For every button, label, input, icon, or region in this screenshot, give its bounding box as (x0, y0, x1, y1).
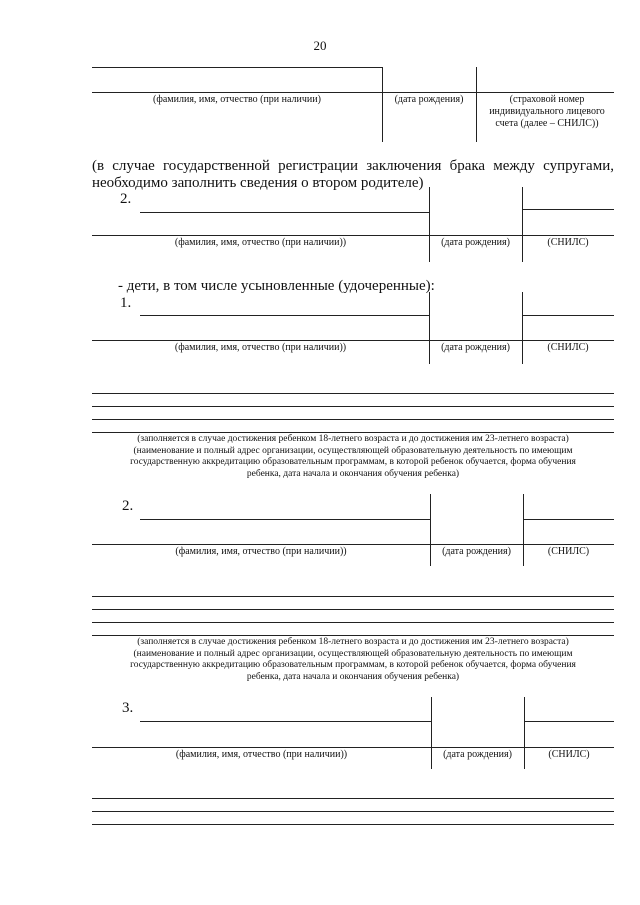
parent2-underline (92, 235, 614, 236)
child-2-name-line[interactable] (140, 519, 430, 520)
applicant-underline[interactable] (92, 92, 614, 93)
child-3-name-line[interactable] (140, 721, 431, 722)
parent2-divider-2 (522, 187, 523, 262)
child-1-snils-caption: (СНИЛС) (547, 342, 589, 353)
child-2-snils-caption: (СНИЛС) (547, 546, 590, 557)
child-1-school-line-2[interactable] (92, 406, 614, 407)
parent2-birth-caption: (дата рождения) (441, 237, 510, 248)
child-2-school-line-3[interactable] (92, 622, 614, 623)
applicant-name-top-line (92, 67, 382, 68)
child-2-school-note: (заполняется в случае достижения ребенком 18-летнего возраста и до достижения им 23-летнего возраста) (наименование и полный адрес организации, осуществляющей образовательную деятельность по имеющим государственную аккредитацию образовательным программам, в которой ребенок обучается, форма обучения ребенка, дата начала и окончания обучения ребенка) (130, 637, 576, 682)
child-1-name-caption: (фамилия, имя, отчество (при наличии)) (174, 342, 347, 353)
page-number: 20 (313, 38, 327, 53)
child-1-underline (92, 340, 614, 341)
marriage-note: (в случае государственной регистрации заключения брака между супругами, необходимо заполнить сведения о втором родителе) (92, 158, 614, 191)
child-2-school-line-2[interactable] (92, 609, 614, 610)
child-1-school-line-4[interactable] (92, 432, 614, 433)
child-2-name-caption: (фамилия, имя, отчество (при наличии)) (175, 546, 347, 557)
child-2-underline (92, 544, 614, 545)
applicant-birth-caption: (дата рождения) (394, 94, 464, 105)
child-2-number: 2. (122, 498, 134, 514)
child-3-school-line-3[interactable] (92, 824, 614, 825)
child-1-school-line-3[interactable] (92, 419, 614, 420)
child-3-school-line-2[interactable] (92, 811, 614, 812)
child-3-snils-caption: (СНИЛС) (548, 749, 590, 760)
parent2-name-line[interactable] (140, 212, 429, 213)
applicant-name-caption: (фамилия, имя, отчество (при наличии) (153, 94, 321, 105)
child-3-snils-line[interactable] (524, 721, 614, 722)
child-1-name-line[interactable] (140, 315, 429, 316)
child-1-number: 1. (120, 295, 132, 311)
child-3-school-line-1[interactable] (92, 798, 614, 799)
child-1-school-line-1[interactable] (92, 393, 614, 394)
applicant-snils-caption: (страховой номер индивидуального лицевого счета (далее – СНИЛС)) (489, 94, 605, 129)
child-1-school-note: (заполняется в случае достижения ребенком 18-летнего возраста и до достижения им 23-летнего возраста) (наименование и полный адрес организации, осуществляющей образовательную деятельность по имеющим государственную аккредитацию образовательным программам, в которой ребенок обучается, форма обучения ребенка, дата начала и окончания обучения ребенка) (130, 434, 576, 479)
children-heading: - дети, в том числе усыновленные (удочеренные): (118, 278, 435, 294)
child-1-birth-caption: (дата рождения) (441, 342, 510, 353)
parent2-name-caption: (фамилия, имя, отчество (при наличии)) (174, 237, 347, 248)
child-3-birth-caption: (дата рождения) (443, 749, 512, 760)
child-2-school-line-4[interactable] (92, 635, 614, 636)
child-3-underline (92, 747, 614, 748)
parent2-divider-1 (429, 187, 430, 262)
child-2-birth-caption: (дата рождения) (442, 546, 511, 557)
child-1-snils-line[interactable] (522, 315, 614, 316)
child-3-number: 3. (122, 700, 134, 716)
child-2-school-line-1[interactable] (92, 596, 614, 597)
parent2-number: 2. (120, 191, 132, 207)
parent2-snils-caption: (СНИЛС) (547, 237, 589, 248)
child-3-name-caption: (фамилия, имя, отчество (при наличии)) (175, 749, 348, 760)
applicant-divider-2 (476, 67, 477, 142)
parent2-snils-line[interactable] (522, 209, 614, 210)
child-2-snils-line[interactable] (523, 519, 614, 520)
